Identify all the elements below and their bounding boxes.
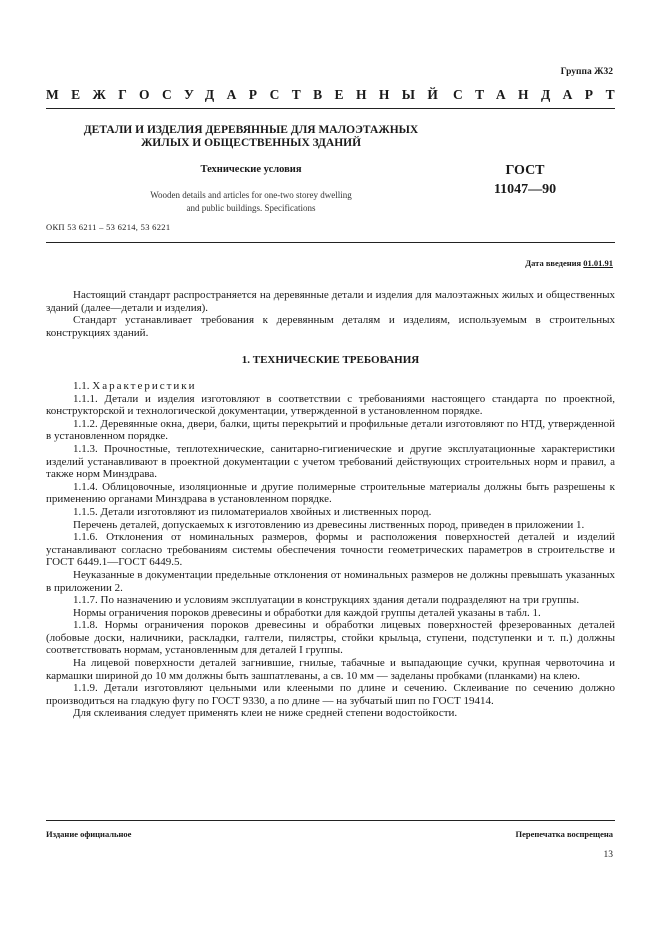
footer-rule (46, 820, 615, 821)
gost-label: ГОСТ (505, 163, 545, 178)
okp-code: ОКП 53 6211 – 53 6214, 53 6221 (46, 222, 171, 232)
section-paragraph: 1.1.6. Отклонения от номинальных размеров, формы и расположения поверхностей деталей и изделий устанавливают согласно требованиям системы обеспечения точности геометрических параметров в строительстве и ГОСТ 6449.1—ГОСТ 6449.5. (46, 531, 615, 569)
gost-designation (470, 161, 580, 199)
date-label: Дата введения (525, 258, 582, 268)
section-paragraph: На лицевой поверхности деталей загнившие, гнилые, табачные и выпадающие сучки, крупная червоточина и кармашки шириной до 10 мм должны быть зашпатлеваны, а св. 10 мм — заделаны пробками (планками) на клею. (46, 657, 615, 682)
english-title (46, 189, 456, 214)
section-paragraph: 1.1.5. Детали изготовляют из пиломатериалов хвойных и лиственных пород. (73, 505, 432, 518)
page-number: 13 (603, 850, 613, 860)
english-title-line-1: Wooden details and articles for one-two storey dwelling (150, 190, 352, 200)
section-paragraph: Неуказанные в документации предельные отклонения от номинальных размеров не должны превышать указанных в приложении 2. (46, 568, 615, 594)
document-subtitle: Технические условия (200, 164, 302, 175)
banner-left: МЕЖГОСУДАРСТВЕННЫЙ (46, 87, 451, 102)
section-paragraph: 1.1.3. Прочностные, теплотехнические, санитарно-гигиенические и другие эксплуатационные характеристики изделий устанавливают в проектной документации с учетом требований действующих строительных норм и правил, а также норм Минздрава. (46, 442, 615, 481)
section-paragraph: Перечень деталей, допускаемых к изготовлению из древесины лиственных пород, приведен в приложении 1. (73, 518, 585, 531)
section-paragraph: 1.1.1. Детали и изделия изготовляют в соответствии с требованиями настоящего стандарта по проектной, конструкторской и технологической документации, утвержденной в установленном порядке. (46, 392, 615, 418)
subsection-number: 1.1. (73, 380, 90, 392)
intro-paragraph: Стандарт устанавливает требования к деревянным деталям и изделиям, используемым в строительных конструкциях зданий. (46, 314, 615, 339)
introduction-date (525, 258, 613, 268)
section-paragraph: 1.1.7. По назначению и условиям эксплуатации в конструкциях здания детали подразделяют на три группы. (73, 594, 580, 607)
title-line-2: ЖИЛЫХ И ОБЩЕСТВЕННЫХ ЗДАНИЙ (140, 137, 362, 149)
document-title (46, 124, 456, 150)
section-paragraph: 1.1.9. Детали изготовляют цельными или клееными по длине и сечению. Склеивание по сечению должно производиться на гладкую фугу по ГОСТ 9330, а по длине — на зубчатый шип по ГОСТ 19414. (46, 682, 615, 707)
intro-paragraph: Настоящий стандарт распространяется на деревянные детали и изделия для малоэтажных жилых и общественных зданий (далее—детали и изделия). (46, 289, 615, 314)
official-edition-note: Издание официальное (46, 829, 132, 839)
intro-text (46, 289, 615, 339)
english-title-line-2: and public buildings. Specifications (186, 202, 316, 213)
section-title: 1. ТЕХНИЧЕСКИЕ ТРЕБОВАНИЯ (241, 354, 420, 366)
standard-banner (46, 87, 627, 103)
subsection-heading (46, 380, 615, 393)
gost-number: 11047—90 (493, 182, 557, 197)
section-body (46, 380, 615, 720)
section-paragraph: 1.1.2. Деревянные окна, двери, балки, щиты перекрытий и профильные детали изготовляют по НТД, утвержденной в установленном порядке. (46, 417, 615, 443)
section-paragraph: 1.1.8. Нормы ограничения пороков древесины и обработки лицевых поверхностей фрезерованных деталей (лобовые доски, наличники, раскладки, галтели, пилястры, стойки крыльца, ступени, подступенки и т. п.) должны соответствовать нормам, установленным для деталей I группы. (46, 619, 615, 657)
section-paragraph: Нормы ограничения пороков древесины и обработки для каждой группы деталей указаны в табл. 1. (73, 606, 541, 619)
reprint-prohibited-note: Перепечатка воспрещена (515, 829, 613, 839)
okp-rule (46, 242, 615, 243)
title-line-1: ДЕТАЛИ И ИЗДЕЛИЯ ДЕРЕВЯННЫЕ ДЛЯ МАЛОЭТАЖНЫХ (83, 124, 419, 136)
banner-right: СТАНДАРТ (453, 87, 627, 102)
group-code: Группа Ж32 (560, 67, 613, 77)
header-rule (46, 108, 615, 109)
subsection-title: Характеристики (92, 380, 197, 392)
section-paragraph: 1.1.4. Облицовочные, изоляционные и другие полимерные строительные материалы должны быть разрешены к применению органами Минздрава в установленном порядке. (46, 480, 615, 506)
section-paragraph: Для склеивания следует применять клеи не ниже средней степени водостойкости. (73, 707, 458, 720)
date-value: 01.01.91 (583, 258, 613, 268)
